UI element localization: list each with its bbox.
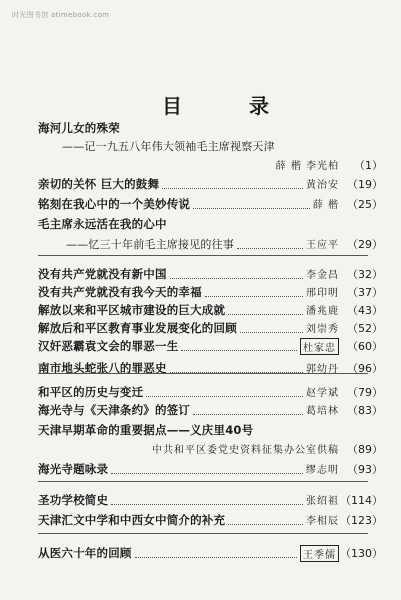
toc-entry (0, 138, 401, 156)
toc-entry (0, 157, 401, 175)
dot-leader (146, 396, 303, 397)
toc-entry-title: 海光寺题咏录 (38, 462, 109, 476)
toc-entry (0, 512, 401, 530)
toc-entry-title: 和平区的历史与变迁 (38, 385, 144, 399)
toc-entry (0, 196, 401, 214)
toc-entry (0, 284, 401, 302)
toc-entry-page: （93） (347, 463, 383, 476)
toc-entry (0, 492, 401, 510)
toc-entry-title: ——记一九五八年伟大领袖毛主席视察天津 (62, 140, 275, 153)
toc-entry-author: 薛 楷 李光柏 (275, 161, 339, 172)
toc-entry-author: 潘兆鹿 (306, 306, 339, 317)
toc-entry-page: （96） (347, 362, 383, 375)
toc-entry (0, 384, 401, 402)
toc-entry-author: 王季儒 (300, 545, 339, 562)
toc-entry (0, 266, 401, 284)
toc-entry-page: （89） (347, 443, 383, 456)
toc-entry-page: （114） (340, 494, 383, 507)
toc-entry-page: （60） (347, 340, 383, 353)
toc-entry-author: 葛培林 (306, 406, 339, 417)
dot-leader (228, 314, 303, 315)
toc-entry-page: （83） (347, 404, 383, 417)
section-divider (38, 481, 368, 482)
toc-entry-page: （79） (347, 386, 383, 399)
toc-entry-title: 没有共产党就没有我今天的幸福 (38, 285, 202, 299)
page-title: 目 录 (162, 94, 299, 118)
dot-leader (228, 524, 303, 525)
toc-entry-title: 亲切的关怀 巨大的鼓舞 (38, 177, 160, 191)
section-divider (38, 255, 368, 256)
toc-entry-title: 没有共产党就没有新中国 (38, 267, 167, 281)
toc-entry-title: 南市地头蛇张八的罪恶史 (38, 361, 167, 375)
toc-entry (0, 236, 401, 254)
dot-leader (170, 278, 303, 279)
toc-entry-title: 天津汇文中学和中西女中简介的补充 (38, 513, 226, 527)
toc-entry-author: 赵学斌 (306, 388, 339, 399)
toc-entry-page: （32） (347, 268, 383, 281)
toc-entry-author: 邢印明 (306, 288, 339, 299)
toc-entry-page: （37） (347, 286, 383, 299)
section-divider (38, 373, 368, 374)
toc-entry-author: 刘崇秀 (306, 324, 339, 335)
dot-leader (111, 504, 303, 505)
dot-leader (240, 332, 303, 333)
toc-entry (0, 402, 401, 420)
toc-entry-title: 铭刻在我心中的一个美妙传说 (38, 197, 191, 211)
toc-entry-author: 杜家忠 (300, 338, 339, 355)
dot-leader (162, 188, 303, 189)
dot-leader (193, 208, 310, 209)
toc-entry-title: 海光寺与《天津条约》的签订 (38, 403, 191, 417)
toc-entry (0, 338, 401, 356)
toc-entry-title: 从医六十年的回顾 (38, 546, 132, 560)
toc-entry (0, 216, 401, 234)
toc-entry-author: 薛 楷 (312, 200, 339, 211)
toc-entry (0, 422, 401, 440)
toc-entry-title: 汉奸恶霸袁文会的罪恶一生 (38, 339, 179, 353)
toc-entry-page: （19） (347, 178, 383, 191)
toc-entry-page: （43） (347, 304, 383, 317)
dot-leader (237, 248, 303, 249)
dot-leader (181, 350, 297, 351)
toc-entry-author: 李金昌 (306, 270, 339, 281)
toc-entry-page: （1） (354, 159, 383, 172)
toc-entry-author: 郭幼丹 (306, 364, 339, 375)
section-divider (38, 533, 368, 534)
toc-entry-page: （52） (347, 322, 383, 335)
toc-entry-page: （123） (340, 514, 383, 527)
toc-entry-page: （29） (347, 238, 383, 251)
toc-entry-title: 毛主席永远活在我的心中 (38, 217, 167, 231)
toc-entry-author: 黄治安 (306, 180, 339, 191)
toc-entry-title: 天津早期革命的重要据点——义庆里40号 (38, 423, 254, 437)
toc-entry-page: （25） (347, 198, 383, 211)
watermark: 时光图书馆 atimebook.com (12, 11, 110, 19)
dot-leader (205, 296, 303, 297)
toc-entry (0, 545, 401, 563)
toc-entry-title: 解放后和平区教育事业发展变化的回顾 (38, 321, 237, 335)
toc-entry (0, 441, 401, 459)
toc-entry (0, 302, 401, 320)
dot-leader (111, 473, 303, 474)
toc-entry (0, 360, 401, 378)
toc-entry-author: 中共和平区委党史资料征集办公室供稿 (152, 445, 339, 456)
toc-entry-page: （130） (340, 547, 383, 560)
toc-entry (0, 176, 401, 194)
toc-entry (0, 320, 401, 338)
toc-entry-title: 海河儿女的殊荣 (38, 121, 120, 135)
toc-entry-author: 缪志明 (306, 465, 339, 476)
toc-entry (0, 120, 401, 138)
toc-entry (0, 461, 401, 479)
dot-leader (193, 414, 303, 415)
toc-entry-author: 李相辰 (306, 516, 339, 527)
toc-entry-author: 张绍祖 (306, 496, 339, 507)
toc-entry-title: 圣功学校简史 (38, 493, 109, 507)
toc-entry-author: 王应平 (306, 240, 339, 251)
dot-leader (135, 557, 297, 558)
toc-entry-title: ——忆三十年前毛主席接见的往事 (66, 238, 234, 251)
toc-entry-title: 解放以来和平区城市建设的巨大成就 (38, 303, 226, 317)
